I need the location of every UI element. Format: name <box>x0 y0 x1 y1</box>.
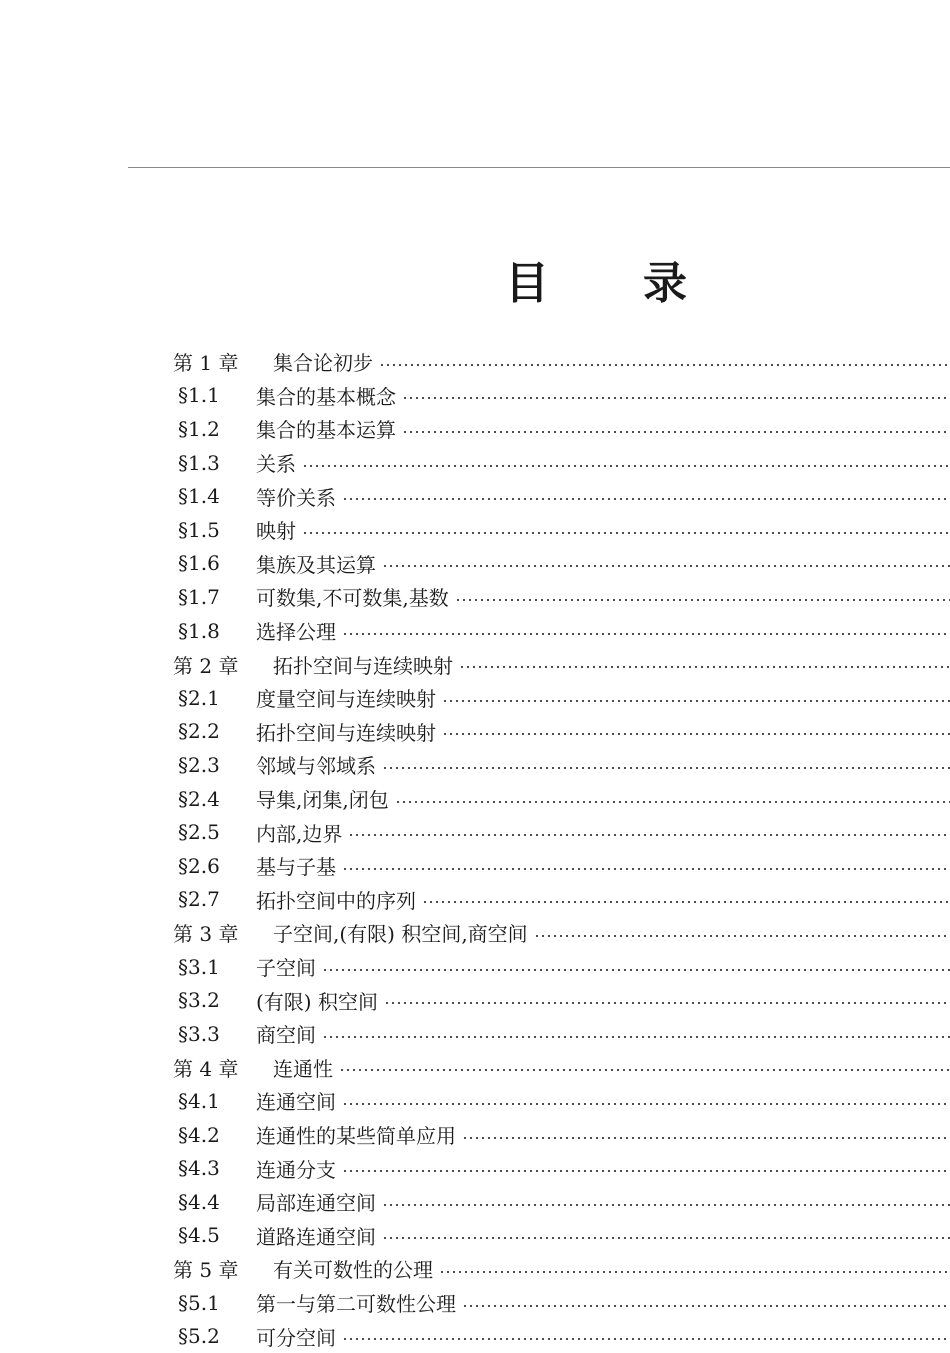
page-title-part2: 录 <box>643 258 687 309</box>
section-number: §2.4 <box>178 786 220 811</box>
section-number: §2.6 <box>178 853 220 878</box>
toc-chapter-row[interactable] <box>0 345 950 379</box>
dot-leader <box>402 396 950 400</box>
dot-leader <box>379 363 950 367</box>
toc-section-row[interactable] <box>0 849 950 883</box>
toc-section-row[interactable] <box>0 513 950 547</box>
section-number: §1.2 <box>178 416 220 441</box>
dot-leader <box>322 1035 950 1039</box>
toc-section-row[interactable] <box>0 379 950 413</box>
dot-leader <box>382 564 950 568</box>
section-number: §2.7 <box>178 887 220 912</box>
toc-section-row[interactable] <box>0 950 950 984</box>
section-title: 选择公理 <box>256 620 336 645</box>
section-number: §5.2 <box>178 1324 220 1349</box>
toc-section-row[interactable] <box>0 1118 950 1152</box>
section-title: 道路连通空间 <box>256 1224 376 1249</box>
section-title: 拓扑空间与连续映射 <box>256 720 436 745</box>
chapter-number: 第 4 章 <box>173 1056 239 1081</box>
section-title: 等价关系 <box>256 485 336 510</box>
chapter-title: 集合论初步 <box>273 351 373 376</box>
section-number: §3.1 <box>178 954 220 979</box>
dot-leader <box>382 766 950 770</box>
toc-section-row[interactable] <box>0 681 950 715</box>
section-title: 集族及其运算 <box>256 552 376 577</box>
toc-section-row[interactable] <box>0 748 950 782</box>
dot-leader <box>322 968 950 972</box>
section-title: 内部,边界 <box>256 821 343 846</box>
toc-section-row[interactable] <box>0 815 950 849</box>
toc-section-row[interactable] <box>0 1286 950 1320</box>
section-number: §1.6 <box>178 551 220 576</box>
dot-leader <box>422 900 950 904</box>
section-title: 集合的基本运算 <box>256 418 396 443</box>
chapter-title: 有关可数性的公理 <box>273 1258 433 1283</box>
dot-leader <box>342 1102 950 1106</box>
toc-chapter-row[interactable] <box>0 1252 950 1286</box>
toc-chapter-row[interactable] <box>0 916 950 950</box>
chapter-number: 第 5 章 <box>173 1258 239 1283</box>
dot-leader <box>342 1169 950 1173</box>
toc-section-row[interactable] <box>0 1185 950 1219</box>
chapter-number: 第 1 章 <box>173 351 239 376</box>
dot-leader <box>342 632 950 636</box>
toc-section-row[interactable] <box>0 715 950 749</box>
toc-section-row[interactable] <box>0 446 950 480</box>
section-number: §3.3 <box>178 1021 220 1046</box>
section-number: §2.3 <box>178 752 220 777</box>
dot-leader <box>395 800 950 804</box>
section-title: 映射 <box>256 519 296 544</box>
dot-leader <box>302 531 950 535</box>
section-title: 子空间 <box>256 956 316 981</box>
section-title: 导集,闭集,闭包 <box>256 788 389 813</box>
dot-leader <box>534 934 950 938</box>
section-number: §4.5 <box>178 1223 220 1248</box>
toc-section-row[interactable] <box>0 1219 950 1253</box>
toc-section-row[interactable] <box>0 983 950 1017</box>
section-number: §1.8 <box>178 618 220 643</box>
toc-section-row[interactable] <box>0 1319 950 1353</box>
section-title: 邻域与邻域系 <box>256 754 376 779</box>
section-number: §1.7 <box>178 584 220 609</box>
dot-leader <box>402 430 950 434</box>
section-title: 关系 <box>256 452 296 477</box>
chapter-number: 第 3 章 <box>173 922 239 947</box>
section-number: §4.3 <box>178 1156 220 1181</box>
section-number: §2.2 <box>178 719 220 744</box>
section-title: 连通空间 <box>256 1090 336 1115</box>
section-number: §2.5 <box>178 820 220 845</box>
section-number: §4.2 <box>178 1122 220 1147</box>
dot-leader <box>342 867 950 871</box>
toc-section-row[interactable] <box>0 1151 950 1185</box>
page-title-part1: 目 <box>505 258 549 309</box>
toc-section-row[interactable] <box>0 614 950 648</box>
chapter-title: 拓扑空间与连续映射 <box>273 653 453 678</box>
section-number: §1.3 <box>178 450 220 475</box>
dot-leader <box>342 1337 950 1341</box>
toc-section-row[interactable] <box>0 1017 950 1051</box>
dot-leader <box>382 1203 950 1207</box>
chapter-number: 第 2 章 <box>173 653 239 678</box>
dot-leader <box>439 1270 950 1274</box>
section-title: 基与子基 <box>256 855 336 880</box>
section-number: §2.1 <box>178 685 220 710</box>
section-number: §1.5 <box>178 517 220 542</box>
section-title: 可数集,不可数集,基数 <box>256 586 449 611</box>
dot-leader <box>382 1236 950 1240</box>
toc-chapter-row[interactable] <box>0 1051 950 1085</box>
toc-section-row[interactable] <box>0 479 950 513</box>
section-number: §1.4 <box>178 484 220 509</box>
dot-leader <box>384 1001 950 1005</box>
toc-chapter-row[interactable] <box>0 647 950 681</box>
dot-leader <box>302 464 950 468</box>
dot-leader <box>459 665 950 669</box>
chapter-title: 连通性 <box>273 1056 333 1081</box>
dot-leader <box>455 598 950 602</box>
toc-section-row[interactable] <box>0 883 950 917</box>
section-title: (有限) 积空间 <box>256 989 378 1014</box>
dot-leader <box>442 732 950 736</box>
dot-leader <box>342 497 950 501</box>
section-number: §1.1 <box>178 383 220 408</box>
toc-section-row[interactable] <box>0 782 950 816</box>
section-title: 局部连通空间 <box>256 1191 376 1216</box>
dot-leader <box>348 833 950 837</box>
section-title: 连通性的某些简单应用 <box>256 1124 456 1149</box>
section-number: §4.4 <box>178 1189 220 1214</box>
toc-section-row[interactable] <box>0 412 950 446</box>
section-title: 可分空间 <box>256 1325 336 1350</box>
section-title: 集合的基本概念 <box>256 384 396 409</box>
dot-leader <box>462 1136 950 1140</box>
toc-section-row[interactable] <box>0 1084 950 1118</box>
dot-leader <box>339 1068 950 1072</box>
section-title: 第一与第二可数性公理 <box>256 1292 456 1317</box>
dot-leader <box>442 699 950 703</box>
section-title: 连通分支 <box>256 1157 336 1182</box>
header-rule <box>128 167 950 168</box>
section-title: 度量空间与连续映射 <box>256 687 436 712</box>
dot-leader <box>462 1304 950 1308</box>
page-title <box>505 256 687 312</box>
toc-section-row[interactable] <box>0 547 950 581</box>
section-number: §4.1 <box>178 1088 220 1113</box>
section-number: §3.2 <box>178 988 220 1013</box>
toc-section-row[interactable] <box>0 580 950 614</box>
section-number: §5.1 <box>178 1290 220 1315</box>
chapter-title: 子空间,(有限) 积空间,商空间 <box>273 922 528 947</box>
section-title: 商空间 <box>256 1023 316 1048</box>
section-title: 拓扑空间中的序列 <box>256 888 416 913</box>
